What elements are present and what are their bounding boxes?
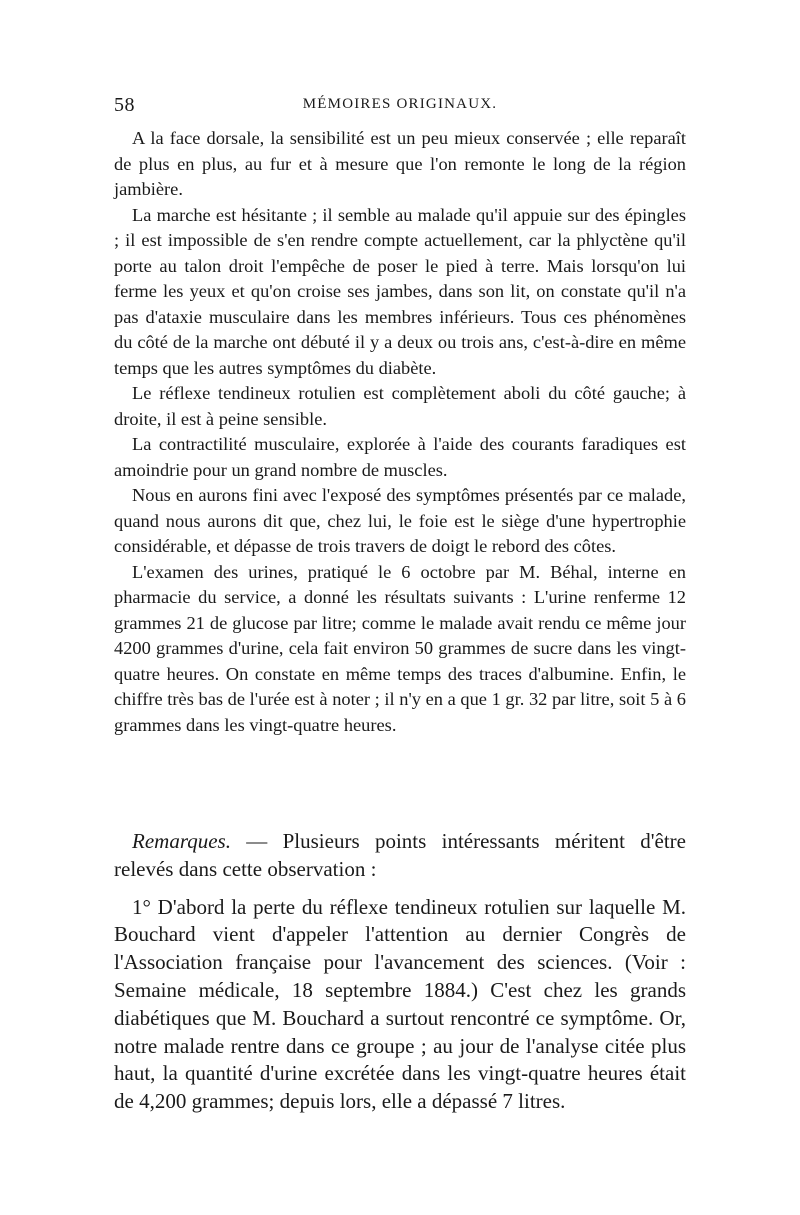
remark-point-1: 1° D'abord la perte du réflexe tendineux rotulien sur laquelle M. Bouchard vient d'appeler l'attention au dernier Congrès de l'Association française pour l'avancement des sciences. (Voir : Semaine médicale, 18 septembre 1884.) C'est chez les grands diabétiques que M. Bouchard a surtout rencontré ce symptôme. Or, notre malade rentre dans ce groupe ; au jour de l'analyse citée plus haut, la quantité d'urine excrétée dans les vingt-quatre heures était de 4,200 grammes; depuis lors, elle a dépassé 7 litres. [114, 894, 686, 1114]
remarks-intro-paragraph [114, 828, 686, 884]
observation-text [114, 126, 686, 738]
paragraph-reflex: Le réflexe tendineux rotulien est complètement aboli du côté gauche; à droite, il est à peine sensible. [114, 383, 686, 429]
paragraph-sensibility: A la face dorsale, la sensibilité est un peu mieux conservée ; elle reparaît de plus en plus, au fur et à mesure que l'on remonte le long de la région jambière. [114, 128, 686, 199]
paragraph-liver: Nous en aurons fini avec l'exposé des symptômes présentés par ce malade, quand nous aurons dit que, chez lui, le foie est le siège d'une hypertrophie considérable, et dépasse de trois travers de doigt le rebord des côtes. [114, 485, 686, 556]
paragraph-urine-exam: L'examen des urines, pratiqué le 6 octobre par M. Béhal, interne en pharmacie du service, a donné les résultats suivants : L'urine renferme 12 grammes 21 de glucose par litre; comme le malade avait rendu ce même jour 4200 grammes d'urine, cela fait environ 50 grammes de sucre dans les vingt-quatre heures. On constate en même temps des traces d'albumine. Enfin, le chiffre très bas de l'urée est à noter ; il n'y en a que 1 gr. 32 par litre, soit 5 à 6 grammes dans les vingt-quatre heures. [114, 561, 686, 735]
running-head [114, 94, 686, 120]
page-number: 58 [114, 94, 135, 116]
remarks-section [114, 828, 686, 1116]
running-title: MÉMOIRES ORIGINAUX. [302, 96, 498, 112]
remarks-label: Remarques. [132, 829, 231, 853]
remarks-intro: — Plusieurs points intéressants méritent d'être relevés dans cette observation : [114, 829, 686, 881]
paragraph-gait: La marche est hésitante ; il semble au malade qu'il appuie sur des épingles ; il est impossible de s'en rendre compte actuellement, car la phlyctène qu'il porte au talon droit l'empêche de poser le pied à terre. Mais lorsqu'on lui ferme les yeux et qu'on croise ses jambes, dans son lit, on constate qu'il n'a pas d'ataxie musculaire dans les membres inférieurs. Tous ces phénomènes du côté de la marche ont débuté il y a deux ou trois ans, c'est-à-dire en même temps que les autres symptômes du diabète. [114, 204, 686, 378]
paragraph-contractility: La contractilité musculaire, explorée à l'aide des courants faradiques est amoindrie pour un grand nombre de muscles. [114, 434, 686, 480]
